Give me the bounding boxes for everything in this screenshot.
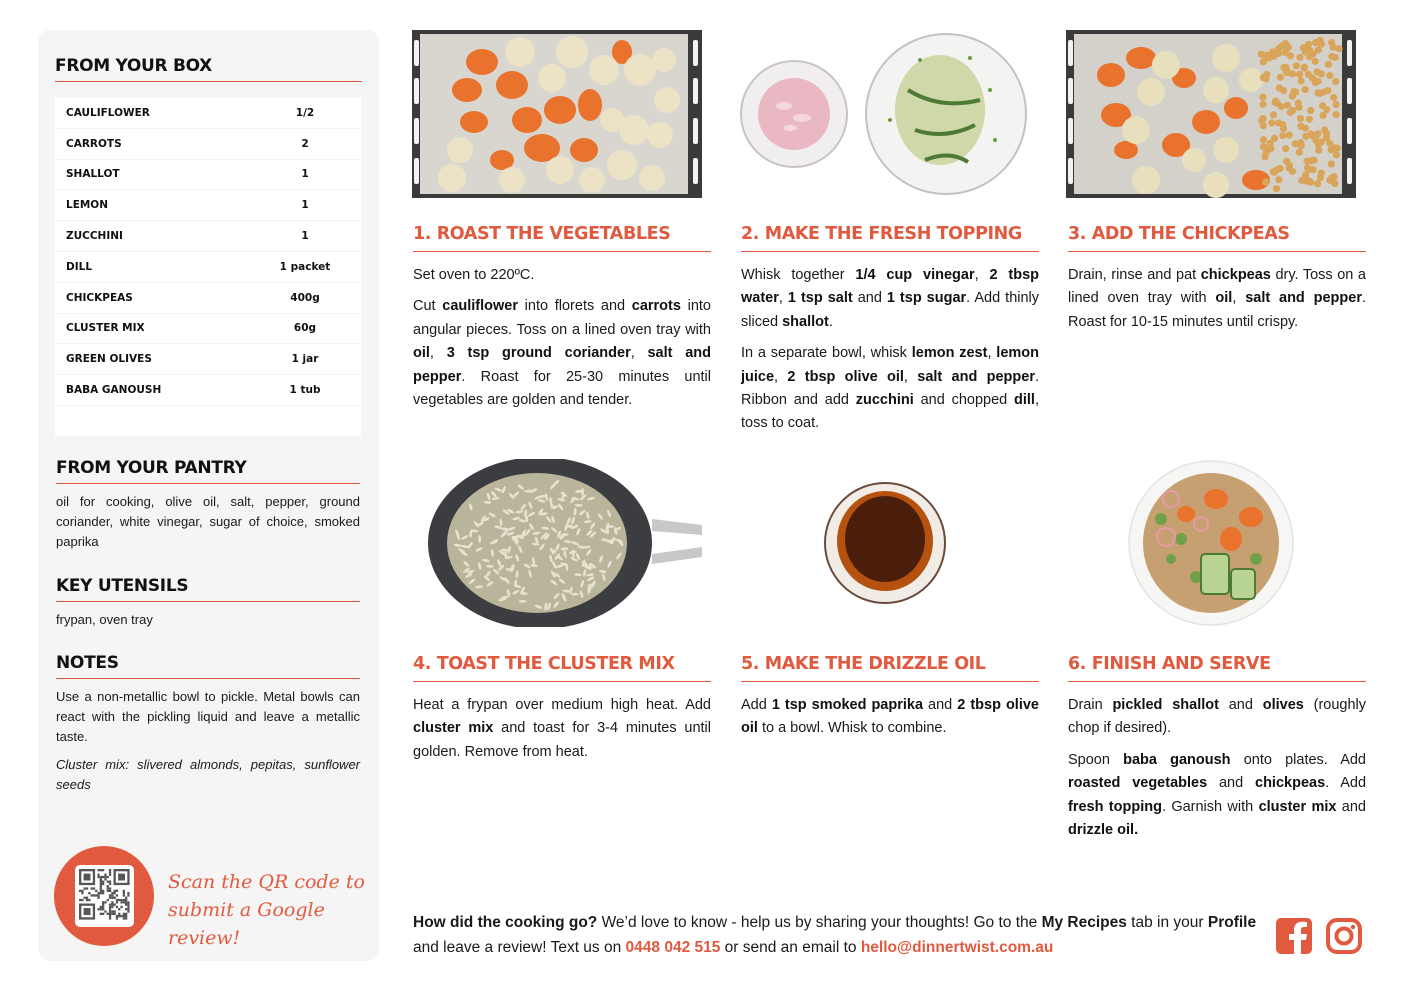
qr-caption [168,868,368,952]
ingredient-highlight: 2 tbsp olive oil [787,368,904,385]
step-4-body [413,694,711,764]
instruction-text: . Roast for 25-30 minutes until vegetables are golden and tender. [413,368,711,409]
ingredient-name: CAULIFLOWER [66,106,150,119]
ingredient-qty: 1/2 [295,106,315,119]
ingredient-highlight: 1 tsp sugar [886,290,967,307]
ingredient-name: LEMON [66,199,109,212]
qr-code[interactable] [75,865,134,927]
instruction-text: and chopped [913,392,1015,409]
instruction-text: , [987,345,997,362]
notes-text: Use a non-metallic bowl to pickle. Metal bowls can react with the pickling liquid and leave a metallic taste. [56,689,360,744]
ingredient-row [55,344,361,375]
instruction-text: Add [741,697,772,713]
ingredient-highlight: zucchini [855,392,914,409]
step-4-title: 4. TOAST THE CLUSTER MIX [413,654,711,682]
ingredient-row [55,160,361,191]
ingredient-highlight: chickpeas [1200,267,1271,283]
instruction-text: (roughly chop if desired). [1068,697,1367,737]
ingredient-row [55,129,361,160]
instruction-text: onto plates. Add [1230,751,1366,768]
step-1-title: 1. ROAST THE VEGETABLES [413,224,711,252]
instruction-text: Set oven to 220ºC. [413,267,535,283]
ingredient-highlight: pickled shallot [1112,697,1219,713]
review-question: How did the cooking go? [413,914,598,931]
ingredient-qty: 1 packet [279,260,331,273]
ingredient-row [55,252,361,283]
ingredient-highlight: drizzle oil. [1068,822,1139,839]
ingredient-name: ZUCCHINI [66,230,123,243]
instagram-icon[interactable] [1325,917,1363,955]
step-paragraph [1068,264,1366,334]
instruction-text: . Garnish with [1161,798,1259,815]
fresh-topping-image [740,30,1030,198]
chickpeas-image [1066,30,1356,198]
ingredient-highlight: cluster mix [1258,798,1337,815]
ingredient-name: CHICKPEAS [66,291,133,304]
ingredient-highlight: salt and pepper [917,368,1035,385]
instruction-text: , [429,345,447,362]
ingredient-highlight: 1/4 cup vinegar [855,267,975,283]
qr-badge [54,846,154,946]
instruction-text: and [923,697,958,713]
ingredient-row [55,314,361,345]
ingredient-row [55,98,361,129]
instruction-text: . Ribbon and add [741,368,1040,409]
ingredient-qty: 400g [290,291,320,304]
drizzle-oil-image [740,459,1030,627]
utensils-section [56,576,360,630]
ingredient-highlight: salt and pepper [1245,290,1362,307]
instruction-text: and [852,290,887,307]
ingredients-table [55,98,361,436]
ingredient-highlight: cauliflower [442,298,518,315]
step-3-title: 3. ADD THE CHICKPEAS [1068,224,1366,252]
qr-caption-line-2: submit a Google review! [168,899,325,949]
ingredient-highlight: fresh topping [1068,798,1162,815]
instruction-text: and [1336,798,1366,815]
pantry-section [56,458,360,552]
instruction-text: In a separate bowl, whisk [741,345,912,362]
step-5-title: 5. MAKE THE DRIZZLE OIL [741,654,1039,682]
ingredient-highlight: 2 tbsp olive oil [741,697,1039,737]
ingredient-highlight: 1 tsp salt [787,290,853,307]
pantry-text: oil for cooking, olive oil, salt, pepper, ground coriander, white vinegar, sugar of choice, smoked paprika [56,494,360,549]
ingredient-highlight: 2 tbsp water [741,267,1039,307]
ingredient-highlight: olives [1262,697,1304,713]
instruction-text: Drain, rinse and pat [1068,267,1201,283]
instruction-text: and toast for 3-4 minutes until golden. Remove from heat. [413,720,711,760]
step-paragraph [741,342,1039,436]
step-5 [741,654,1039,741]
review-text-3: and leave a review! Text us on [413,939,626,956]
sidebar [38,30,379,961]
instruction-text: , [774,368,788,385]
pantry-title: FROM YOUR PANTRY [56,458,360,484]
finished-dish-image [1066,459,1356,627]
facebook-icon[interactable] [1275,917,1313,955]
ingredient-row [55,190,361,221]
step-6-title: 6. FINISH AND SERVE [1068,654,1366,682]
instruction-text: Whisk together [741,267,856,283]
ingredient-highlight: shallot [782,313,829,330]
ingredient-qty: 1 tub [289,384,321,397]
step-paragraph [741,694,1039,741]
ingredient-row [55,375,361,406]
step-5-body [741,694,1039,741]
instruction-text: . Add [1325,775,1367,792]
my-recipes-link[interactable]: My Recipes [1041,914,1127,931]
ingredient-name: CLUSTER MIX [66,322,145,335]
from-your-box-title: FROM YOUR BOX [55,56,362,82]
utensils-text: frypan, oven tray [56,612,153,627]
ingredient-highlight: 3 tsp ground coriander [446,345,631,362]
step-1 [413,224,711,412]
ingredient-highlight: carrots [631,298,681,315]
step-2 [741,224,1039,436]
step-3 [1068,224,1366,334]
ingredient-row [55,283,361,314]
ingredient-qty: 60g [293,322,317,335]
ingredient-qty: 2 [301,137,309,150]
roasted-vegetables-image [412,30,702,198]
ingredient-highlight: salt and pepper [413,345,711,385]
ingredient-name: DILL [66,260,93,273]
instruction-text: . Roast for 10-15 minutes until crispy. [1068,290,1366,330]
ingredient-highlight: dill [1014,392,1035,409]
step-6-body [1068,694,1366,842]
step-3-body [1068,264,1366,334]
utensils-title: KEY UTENSILS [56,576,360,602]
notes-title: NOTES [56,653,360,679]
step-2-title: 2. MAKE THE FRESH TOPPING [741,224,1039,252]
cluster-mix-image [412,459,702,627]
ingredient-qty: 1 [301,168,309,181]
step-paragraph [741,264,1039,334]
step-paragraph [413,694,711,764]
step-6 [1068,654,1366,842]
step-2-body [741,264,1039,436]
step-4 [413,654,711,764]
instruction-text: , [1232,290,1246,307]
ingredient-name: SHALLOT [66,168,120,181]
notes-cluster-mix: Cluster mix: slivered almonds, pepitas, sunflower seeds [56,757,360,792]
instruction-text: , [778,290,788,307]
ingredient-name: GREEN OLIVES [66,353,152,366]
ingredient-row [55,221,361,252]
ingredient-qty: 1 [301,199,309,212]
instruction-text: and [1218,697,1263,713]
instruction-text: . [828,313,833,330]
ingredient-highlight: baba ganoush [1123,751,1231,768]
instruction-text: , [903,368,918,385]
ingredient-highlight: cluster mix [413,720,494,737]
qr-caption-line-1: Scan the QR code to [168,871,365,893]
instruction-text: to a bowl. Whisk to combine. [757,720,947,737]
instruction-text: into angular pieces. Toss on a lined oven tray with [413,298,711,338]
instruction-text: dry. Toss on a lined oven tray with [1068,267,1366,307]
ingredient-highlight: oil [1215,290,1233,307]
ingredient-highlight: 1 tsp smoked paprika [771,697,924,713]
ingredient-name: BABA GANOUSH [66,384,162,397]
ingredient-qty: 1 [301,230,309,243]
step-1-body [413,264,711,412]
ingredient-highlight: lemon juice [741,345,1039,385]
review-prompt [413,910,1263,960]
instruction-text: . Add thinly sliced [741,290,1040,330]
ingredient-highlight: roasted vegetables [1068,775,1208,792]
instruction-text: and [1207,775,1256,792]
instruction-text: , [630,345,648,362]
ingredient-name: CARROTS [66,137,122,150]
step-paragraph [1068,749,1366,843]
ingredient-qty: 1 jar [291,353,319,366]
instruction-text: Drain [1068,697,1113,713]
ingredient-highlight: lemon zest [911,345,988,362]
step-paragraph [413,295,711,412]
instruction-text: , [974,267,990,283]
step-paragraph [413,264,711,287]
step-paragraph [1068,694,1366,741]
notes-section [56,653,360,795]
ingredient-highlight: oil [413,345,430,362]
email-link[interactable]: hello@dinnertwist.com.au [860,939,1054,956]
ingredient-highlight: chickpeas [1255,775,1326,792]
review-text-4: or send an email to [720,939,861,956]
review-text-1: We’d love to know - help us by sharing your thoughts! Go to the [597,914,1042,931]
instruction-text: , toss to coat. [741,392,1039,432]
profile-link[interactable]: Profile [1207,914,1257,931]
instruction-text: Heat a frypan over medium high heat. Add [413,697,711,713]
instruction-text: Spoon [1068,751,1124,768]
phone-link[interactable]: 0448 042 515 [625,939,721,956]
instruction-text: Cut [413,298,443,315]
review-text-2: tab in your [1126,914,1208,931]
instruction-text: into florets and [518,298,632,315]
